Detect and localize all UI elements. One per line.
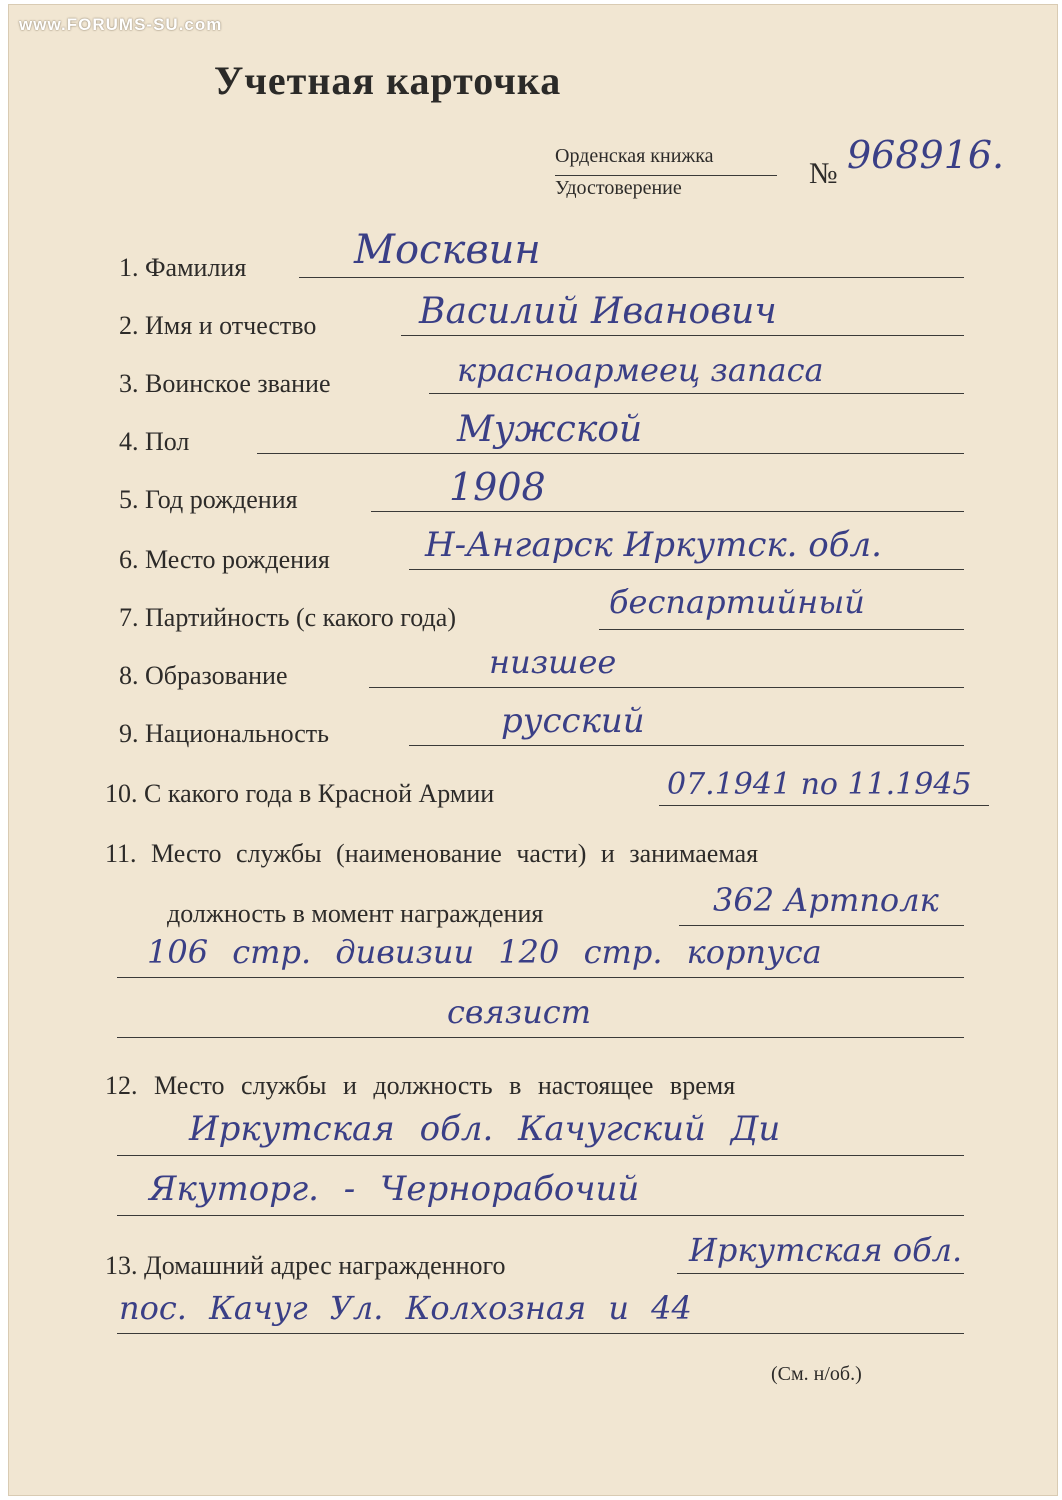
field-10-label: 10. С какого года в Красной Армии — [105, 779, 495, 808]
doc-type-order-book: Орденская книжка — [555, 145, 714, 167]
field-4-label: 4. Пол — [119, 427, 190, 456]
field-13-line2 — [117, 1333, 964, 1334]
field-8-line — [369, 687, 964, 688]
field-7-label: 7. Партийность (с какого года) — [119, 603, 456, 632]
field-11-label-line2: должность в момент награждения — [167, 899, 544, 928]
field-2-value: Василий Иванович — [419, 291, 777, 332]
field-8-value: низшее — [489, 643, 617, 681]
footer-see-reverse-note: (См. н/об.) — [771, 1363, 862, 1385]
field-3-value: красноармеец запаса — [457, 351, 824, 389]
field-9-label: 9. Национальность — [119, 719, 329, 748]
field-1-line — [299, 277, 964, 278]
field-13-value-line1: Иркутская обл. — [689, 1231, 963, 1269]
field-2-label: 2. Имя и отчество — [119, 311, 317, 340]
field-9-value: русский — [501, 701, 645, 741]
field-11-line3 — [117, 1037, 964, 1038]
field-2-line — [401, 335, 964, 336]
field-12-line2 — [117, 1215, 964, 1216]
field-13-label: 13. Домашний адрес награжденного — [105, 1251, 506, 1280]
doc-type-certificate: Удостоверение — [555, 177, 682, 199]
field-11-value-line3: связист — [447, 993, 592, 1031]
field-11-label-line1: 11. Место службы (наименование части) и занимаемая — [105, 839, 759, 868]
watermark: www.FORUMS-SU.com — [19, 15, 223, 34]
field-1-value: Москвин — [354, 227, 541, 273]
field-11-line1 — [679, 925, 964, 926]
field-11-line2 — [117, 977, 964, 978]
field-6-label: 6. Место рождения — [119, 545, 330, 574]
field-11-value-line2: 106 стр. дивизии 120 стр. корпуса — [147, 933, 822, 971]
field-3-label: 3. Воинское звание — [119, 369, 331, 398]
field-10-line — [659, 805, 989, 806]
field-12-label: 12. Место службы и должность в настоящее время — [105, 1071, 736, 1100]
field-11-value-line1: 362 Артполк — [713, 881, 939, 919]
field-3-line — [429, 393, 964, 394]
field-5-line — [371, 511, 964, 512]
field-4-line — [257, 453, 964, 454]
field-4-value: Мужской — [457, 409, 643, 450]
field-6-line — [409, 569, 964, 570]
doc-number-label: № — [809, 157, 838, 190]
card-title: Учетная карточка — [214, 58, 562, 103]
award-record-card — [8, 4, 1058, 1496]
field-8-label: 8. Образование — [119, 661, 288, 690]
field-9-line — [409, 745, 964, 746]
field-13-value-line2: пос. Качуг Ул. Колхозная и 44 — [119, 1289, 692, 1327]
field-6-value: Н-Ангарск Иркутск. обл. — [425, 525, 882, 565]
field-5-value: 1908 — [449, 465, 546, 509]
field-12-value-line2: Якуторг. - Чернорабочий — [149, 1169, 640, 1209]
field-7-line — [599, 629, 964, 630]
field-12-value-line1: Иркутская обл. Качугский Ди — [189, 1109, 781, 1149]
field-10-value: 07.1941 по 11.1945 — [667, 767, 972, 802]
field-1-label: 1. Фамилия — [119, 253, 247, 282]
doc-type-strike-line — [555, 175, 777, 176]
field-5-label: 5. Год рождения — [119, 485, 298, 514]
field-7-value: беспартийный — [609, 583, 865, 621]
doc-number-value: 968916. — [847, 133, 1005, 177]
field-12-line1 — [117, 1155, 964, 1156]
field-13-line1 — [677, 1273, 964, 1274]
